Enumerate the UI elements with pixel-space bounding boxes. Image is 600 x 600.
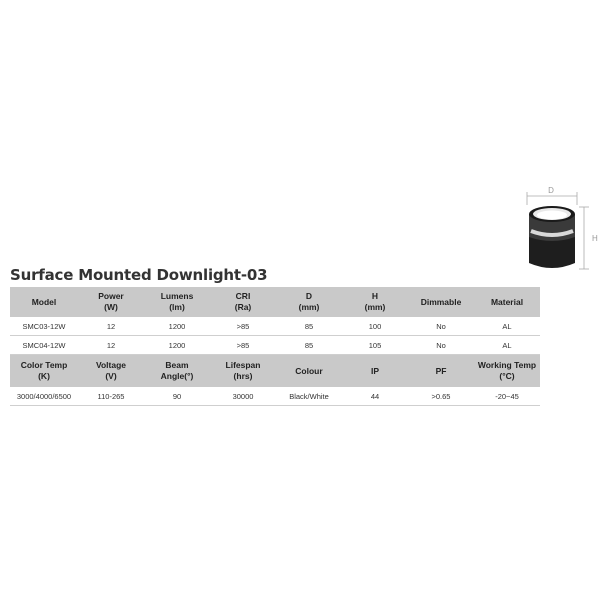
table-cell: >0.65 — [408, 387, 474, 406]
table-cell: 12 — [78, 336, 144, 355]
table-cell: 90 — [144, 387, 210, 406]
header-cell-dimmable: Dimmable — [408, 287, 474, 317]
table-row — [10, 336, 540, 355]
header-cell-material: Material — [474, 287, 540, 317]
header-cell-pf: PF — [408, 355, 474, 388]
dimension-d-label: D — [548, 186, 554, 195]
header-cell-h: H (mm) — [342, 287, 408, 317]
table-cell: Black/White — [276, 387, 342, 406]
table-cell: 85 — [276, 317, 342, 336]
spec-table — [10, 287, 540, 406]
table-cell: SMC04-12W — [10, 336, 78, 355]
header-cell-power: Power (W) — [78, 287, 144, 317]
table-cell: AL — [474, 336, 540, 355]
header-cell-ip: IP — [342, 355, 408, 388]
table-header-row — [10, 287, 540, 317]
header-cell-cri: CRI (Ra) — [210, 287, 276, 317]
table-cell: 1200 — [144, 336, 210, 355]
header-cell-d: D (mm) — [276, 287, 342, 317]
header-cell-model: Model — [10, 287, 78, 317]
table-cell: 12 — [78, 317, 144, 336]
downlight-product-image — [517, 183, 600, 283]
table-cell: 110-265 — [78, 387, 144, 406]
downlight-body — [529, 206, 575, 268]
header-cell-voltage: Voltage (V) — [78, 355, 144, 388]
header-cell-color-temp: Color Temp (K) — [10, 355, 78, 388]
table-cell: 30000 — [210, 387, 276, 406]
header-cell-lumens: Lumens (lm) — [144, 287, 210, 317]
table-cell: SMC03-12W — [10, 317, 78, 336]
dimension-h-label: H — [592, 234, 598, 243]
header-cell-working-temp: Working Temp (°C) — [474, 355, 540, 388]
table-cell: 3000/4000/6500 — [10, 387, 78, 406]
table-cell: >85 — [210, 336, 276, 355]
header-cell-beam-angle: Beam Angle(°) — [144, 355, 210, 388]
table-cell: 44 — [342, 387, 408, 406]
table-cell: -20~45 — [474, 387, 540, 406]
page-title: Surface Mounted Downlight-03 — [10, 266, 268, 284]
table-cell: 1200 — [144, 317, 210, 336]
table-cell: AL — [474, 317, 540, 336]
table-row — [10, 387, 540, 406]
table-cell: 85 — [276, 336, 342, 355]
table-cell: >85 — [210, 317, 276, 336]
table-cell: No — [408, 336, 474, 355]
table-cell: 100 — [342, 317, 408, 336]
table-header-row — [10, 355, 540, 388]
dimension-line-h — [579, 207, 589, 269]
table-cell: No — [408, 317, 474, 336]
table-row — [10, 317, 540, 336]
header-cell-lifespan: Lifespan (hrs) — [210, 355, 276, 388]
header-cell-colour: Colour — [276, 355, 342, 388]
table-cell: 105 — [342, 336, 408, 355]
